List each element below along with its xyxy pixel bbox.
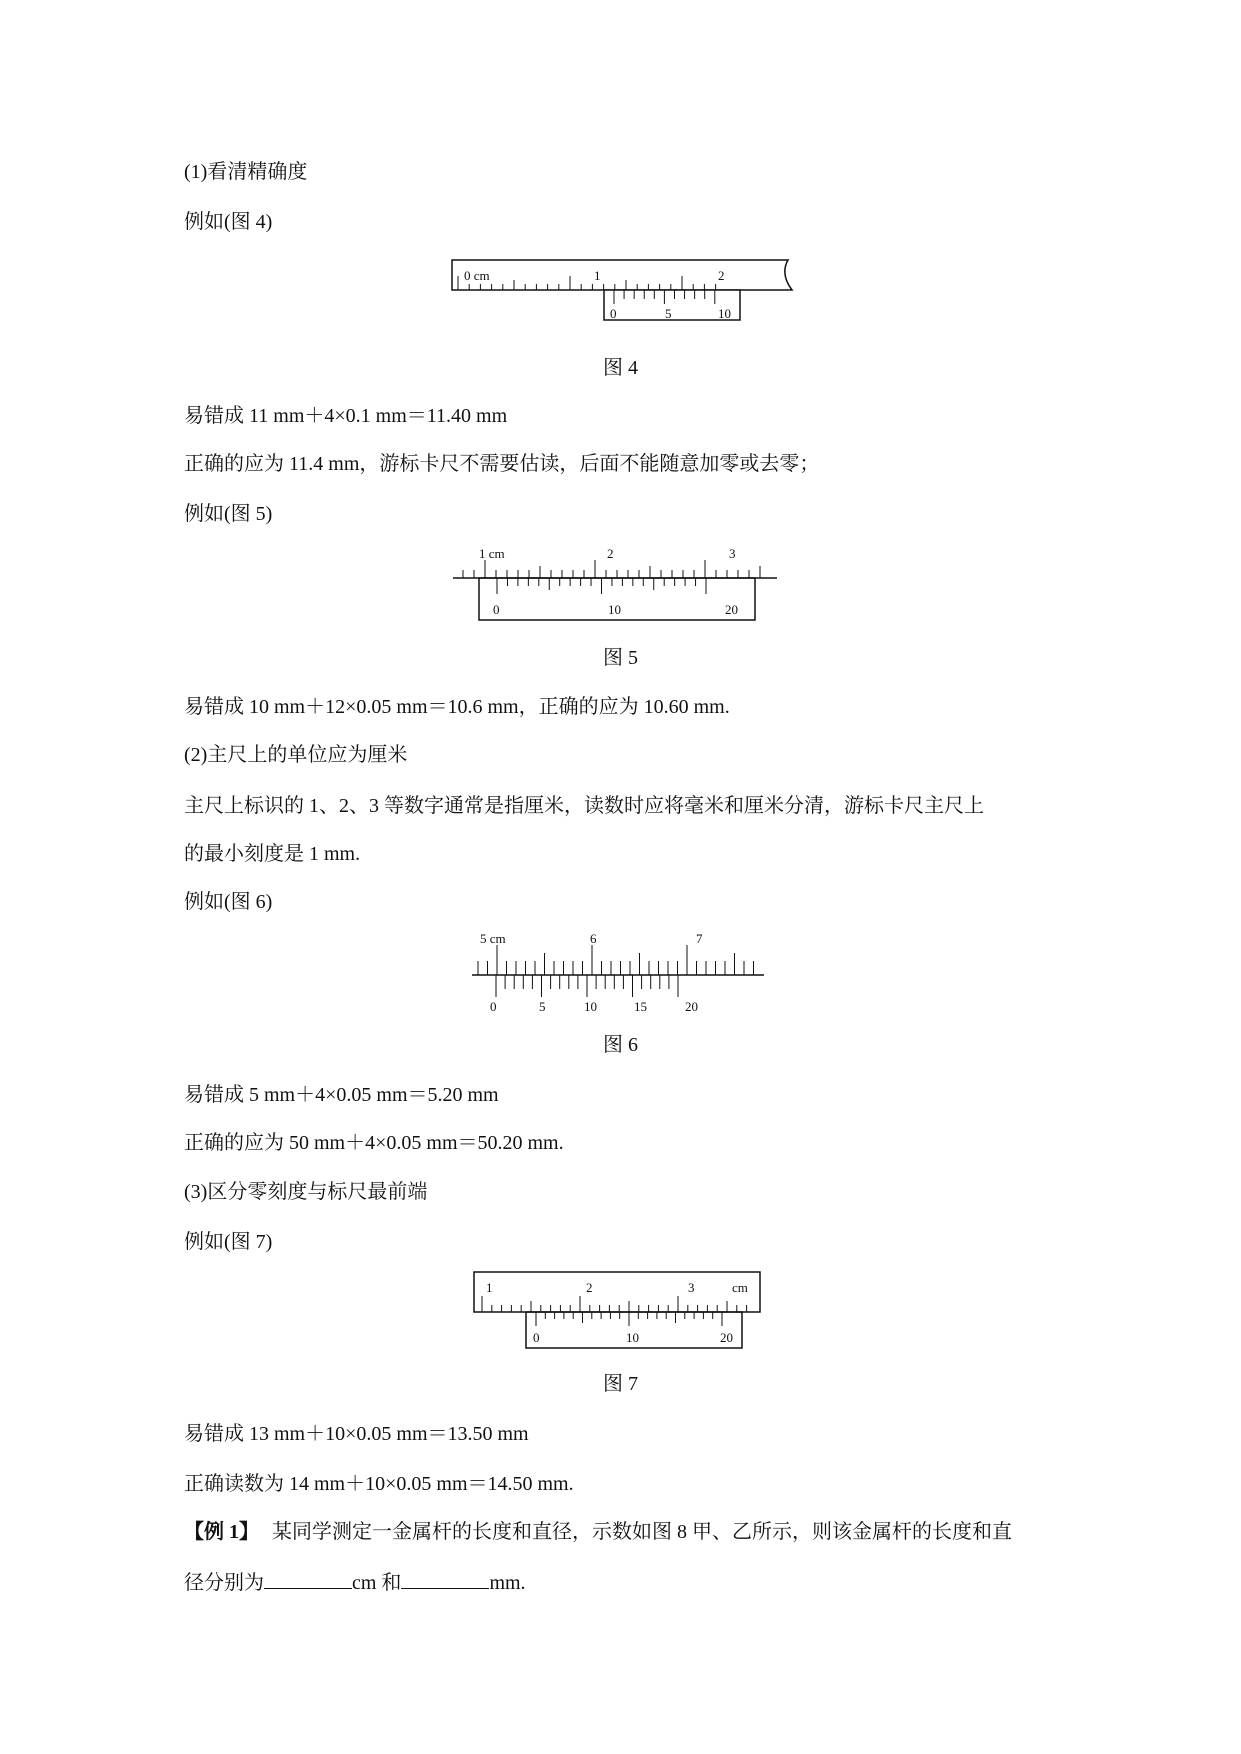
fig4-caption: 图 4 xyxy=(603,357,638,379)
fig4-main-label: 0 cm xyxy=(464,268,490,283)
example-1-line-2 xyxy=(184,1568,526,1597)
example-1-prefix: 径分别为 xyxy=(184,1572,264,1594)
fig7-vernier-label: 10 xyxy=(626,1330,639,1345)
fig6-intro: 例如(图 6) xyxy=(184,891,273,913)
figure-4-vernier-caliper xyxy=(440,258,800,338)
fig7-main-label: 3 xyxy=(688,1280,695,1295)
fig6-main-label: 5 cm xyxy=(480,931,506,946)
fig6-caption: 图 6 xyxy=(603,1034,638,1056)
figure-6-vernier-caliper xyxy=(468,925,768,1015)
fig5-vernier-label: 10 xyxy=(608,602,621,617)
fig4-vernier-label: 10 xyxy=(718,306,731,321)
figure-7-vernier-caliper xyxy=(470,1270,770,1360)
fig4-vernier-label: 0 xyxy=(610,306,617,321)
fig7-wrong-reading: 易错成 13 mm＋10×0.05 mm＝13.50 mm xyxy=(184,1423,529,1445)
fig6-vernier-label: 5 xyxy=(539,999,546,1014)
fig4-main-label: 2 xyxy=(718,268,725,283)
section-2-title: (2)主尺上的单位应为厘米 xyxy=(184,744,408,766)
fig7-vernier-label: 20 xyxy=(720,1330,733,1345)
fig4-correct-reading: 正确的应为 11.4 mm，游标卡尺不需要估读，后面不能随意加零或去零； xyxy=(184,453,820,475)
fig5-explanation: 易错成 10 mm＋12×0.05 mm＝10.6 mm，正确的应为 10.60 mm. xyxy=(184,696,730,718)
section-2-paragraph-line-1: 主尺上标识的 1、2、3 等数字通常是指厘米，读数时应将毫米和厘米分清，游标卡尺主尺上 xyxy=(184,795,984,817)
fig7-main-label: 1 xyxy=(486,1280,493,1295)
example-1-middle: cm 和 xyxy=(352,1572,402,1594)
fig4-wrong-reading: 易错成 11 mm＋4×0.1 mm＝11.40 mm xyxy=(184,405,508,427)
fig6-vernier-label: 10 xyxy=(584,999,597,1014)
answer-blank-diameter[interactable] xyxy=(401,1568,489,1589)
example-1-label: 【例 1】 xyxy=(184,1521,259,1543)
fig5-vernier-label: 20 xyxy=(725,602,738,617)
fig6-correct-reading: 正确的应为 50 mm＋4×0.05 mm＝50.20 mm. xyxy=(184,1132,564,1154)
fig6-wrong-reading: 易错成 5 mm＋4×0.05 mm＝5.20 mm xyxy=(184,1084,499,1106)
fig6-vernier-label: 15 xyxy=(634,999,647,1014)
fig6-vernier-label: 0 xyxy=(490,999,497,1014)
fig5-main-label: 2 xyxy=(607,546,614,561)
fig5-caption: 图 5 xyxy=(603,647,638,669)
fig4-vernier-label: 5 xyxy=(665,306,672,321)
answer-blank-length[interactable] xyxy=(264,1568,352,1589)
fig7-main-label: 2 xyxy=(586,1280,593,1295)
fig7-vernier-label: 0 xyxy=(533,1330,540,1345)
fig5-main-label: 3 xyxy=(729,546,736,561)
fig5-intro: 例如(图 5) xyxy=(184,503,273,525)
fig7-correct-reading: 正确读数为 14 mm＋10×0.05 mm＝14.50 mm. xyxy=(184,1473,574,1495)
example-1-suffix: mm. xyxy=(489,1572,526,1594)
fig7-intro: 例如(图 7) xyxy=(184,1231,273,1253)
fig5-main-label: 1 cm xyxy=(479,546,505,561)
example-1-question: 某同学测定一金属杆的长度和直径，示数如图 8 甲、乙所示，则该金属杆的长度和直 xyxy=(272,1521,1012,1543)
figure-5-vernier-caliper xyxy=(445,540,785,630)
section-2-paragraph-line-2: 的最小刻度是 1 mm. xyxy=(184,843,361,865)
fig7-caption: 图 7 xyxy=(603,1373,638,1395)
fig4-intro: 例如(图 4) xyxy=(184,211,273,233)
section-3-title: (3)区分零刻度与标尺最前端 xyxy=(184,1181,428,1203)
fig6-main-label: 7 xyxy=(696,931,703,946)
fig6-main-label: 6 xyxy=(590,931,597,946)
fig7-main-label: cm xyxy=(732,1280,748,1295)
example-1-line-1 xyxy=(184,1518,1012,1546)
section-1-title: (1)看清精确度 xyxy=(184,161,308,183)
fig5-vernier-label: 0 xyxy=(493,602,500,617)
fig4-main-label: 1 xyxy=(594,268,601,283)
fig6-vernier-label: 20 xyxy=(685,999,698,1014)
